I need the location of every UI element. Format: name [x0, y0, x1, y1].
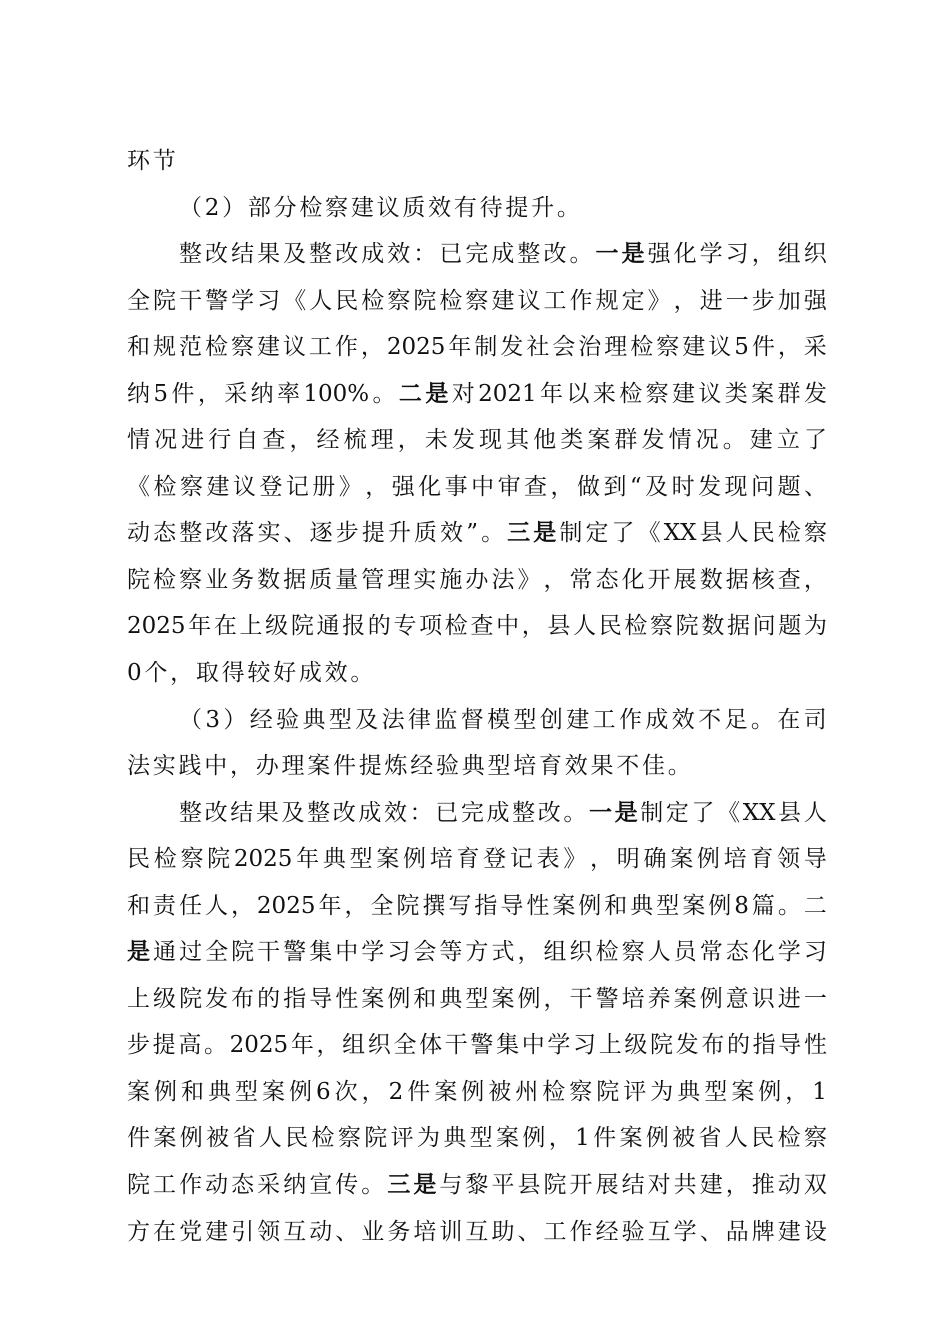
text-line: 院 工 作 动 态 采 纳 宣 传 。 三 是 与 黎 平 县 院 开 展 结 对 共 建 ， 推 动 双	[127, 1171, 827, 1199]
text-line: 方 在 党 建 引 领 互 动 、 业 务 培 训 互 助 、 工 作 经 验 互 学 、 品 牌 建 设	[127, 1218, 827, 1245]
text-line: 2025 年 在 上 级 院 通 报 的 专 项 检 查 中 ， 县 人 民 检 察 院 数 据 问 题 为	[127, 613, 827, 640]
text-line: 院 检 察 业 务 数 据 质 量 管 理 实 施 办 法 》 ， 常 态 化 开 展 数 据 核 查 ，	[127, 566, 827, 593]
text-line: 是 通 过 全 院 干 警 集 中 学 习 会 等 方 式 ， 组 织 检 察 人 员 常 态 化 学 习	[127, 938, 827, 966]
text-line: 整 改 结 果 及 整 改 成 效 ： 已 完 成 整 改 。 一 是 制 定 了 《 XX 县 人	[179, 798, 827, 826]
text-line: 整 改 结 果 及 整 改 成 效 ： 已 完 成 整 改 。 一 是 强 化 学 习 ， 组 织	[179, 240, 827, 268]
text-line: 上 级 院 发 布 的 指 导 性 案 例 和 典 型 案 例 ， 干 警 培 养 案 例 意 识 进 一	[127, 985, 827, 1012]
text-line: 纳 5 件 ， 采 纳 率 100% 。 二 是 对 2021 年 以 来 检 察 建 议 类 案 群 发	[127, 379, 827, 407]
text-line: 环 节	[127, 148, 176, 174]
text-line: 和 责 任 人 ， 2025 年 ， 全 院 撰 写 指 导 性 案 例 和 典 型 案 例 8 篇 。 二	[127, 892, 827, 919]
text-line: 件 案 例 被 省 人 民 检 察 院 评 为 典 型 案 例 ， 1 件 案 例 被 省 人 民 检 察	[127, 1125, 827, 1152]
text-line: 和 规 范 检 察 建 议 工 作 ， 2025 年 制 发 社 会 治 理 检 察 建 议 5 件 ， 采	[127, 334, 827, 361]
text-line: （ 2 ） 部 分 检 察 建 议 质 效 有 待 提 升 。	[179, 194, 580, 221]
text-line: 民 检 察 院 2025 年 典 型 案 例 培 育 登 记 表 》 ， 明 确 案 例 培 育 领 导	[127, 846, 827, 873]
text-line: 案 例 和 典 型 案 例 6 次 ， 2 件 案 例 被 州 检 察 院 评 为 典 型 案 例 ， 1	[127, 1078, 827, 1105]
text-line: 全 院 干 警 学 习 《 人 民 检 察 院 检 察 建 议 工 作 规 定 》 ， 进 一 步 加 强	[127, 287, 827, 314]
text-line: （ 3 ） 经 验 典 型 及 法 律 监 督 模 型 创 建 工 作 成 效 不 足 。 在 司	[179, 706, 827, 733]
document-body	[127, 138, 827, 1255]
text-line: 动 态 整 改 落 实 、 逐 步 提 升 质 效 ” 。 三 是 制 定 了 《 XX 县 人 民 检 察	[127, 519, 827, 547]
text-line: 步 提 高 。 2025 年 ， 组 织 全 体 干 警 集 中 学 习 上 级 院 发 布 的 指 导 性	[127, 1032, 827, 1059]
text-line: 法 实 践 中 ， 办 理 案 件 提 炼 经 验 典 型 培 育 效 果 不 佳 。	[127, 753, 691, 780]
text-line: 《 检 察 建 议 登 记 册 》 ， 强 化 事 中 审 查 ， 做 到 “ 及 时 发 现 问 题 、	[127, 473, 827, 500]
text-line: 0 个 ， 取 得 较 好 成 效 。	[127, 660, 374, 687]
text-line: 情 况 进 行 自 查 ， 经 梳 理 ， 未 发 现 其 他 类 案 群 发 情 况 。 建 立 了	[127, 427, 827, 454]
